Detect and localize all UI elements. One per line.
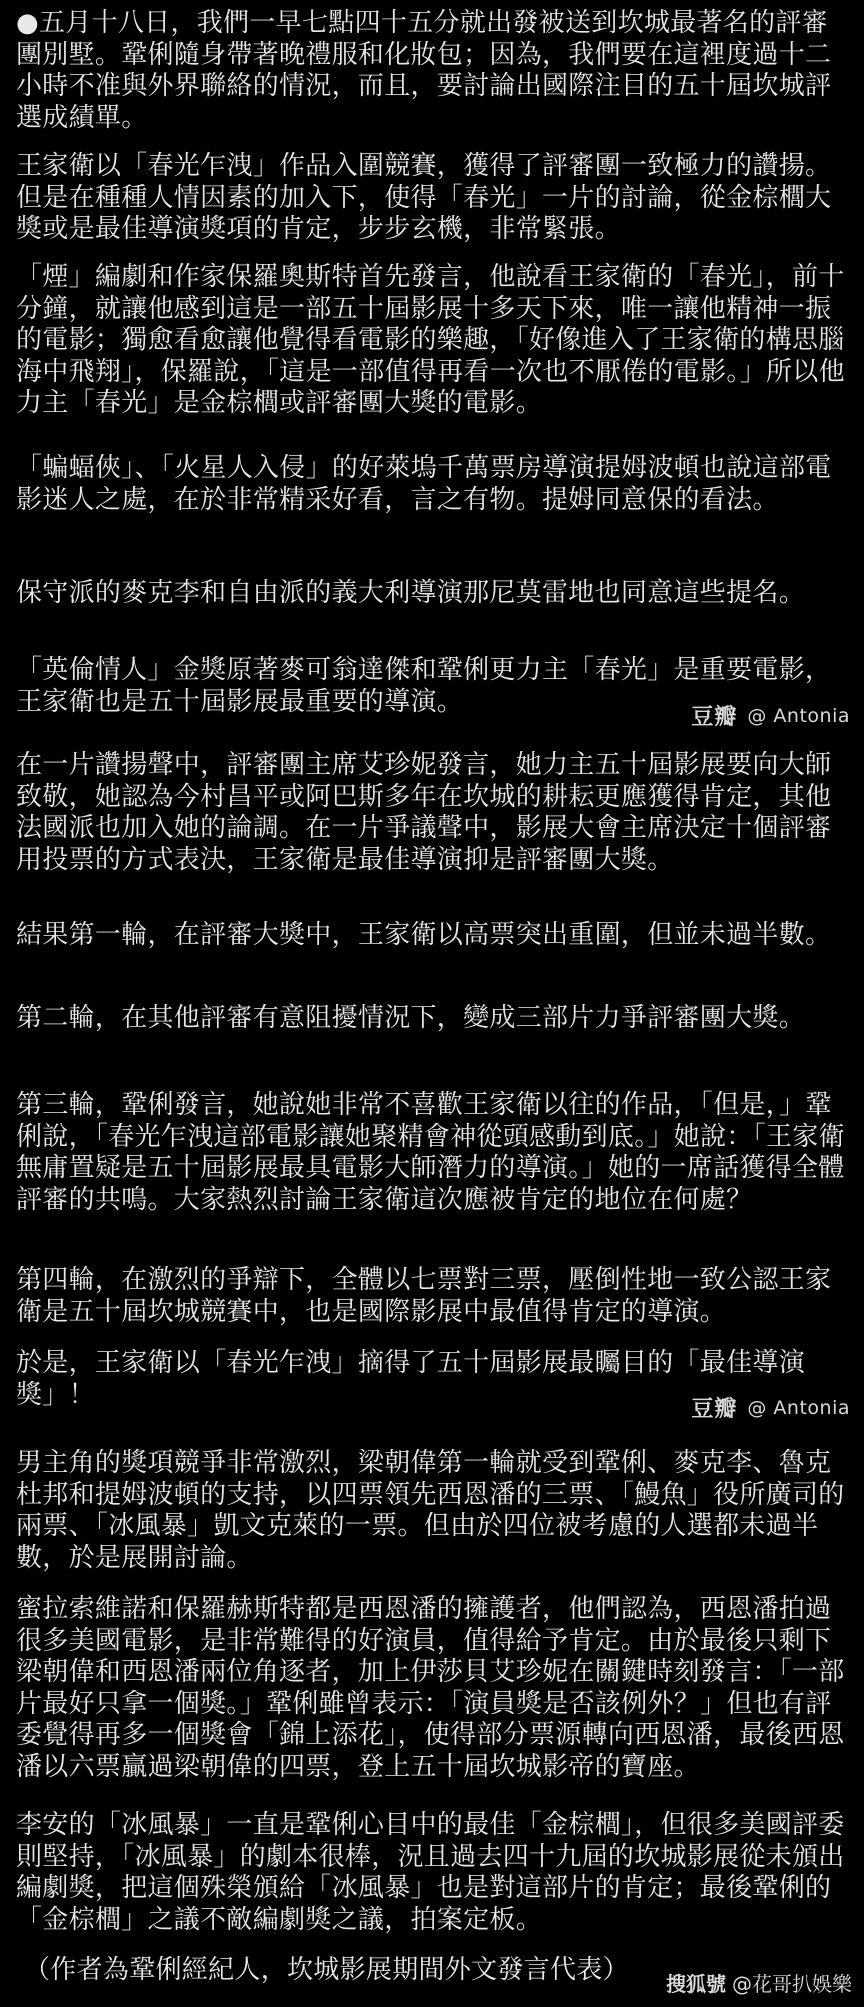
paragraph-13: 男主角的獎項競爭非常激烈，梁朝偉第一輪就受到鞏俐、麥克李、魯克杜邦和提姆波頓的支持，以四票領先西恩潘的三票、「鰻魚」役所廣司的兩票、「冰風暴」凱文克萊的一票。但由於四位被考慮的人選都未過半數，於是展開討論。 bbox=[16, 1448, 845, 1573]
paragraph-9: 第二輪，在其他評審有意阻擾情況下，變成三部片力爭評審團大獎。 bbox=[16, 1003, 806, 1033]
paragraph-3: 「煙」編劇和作家保羅奧斯特首先發言，他說看王家衛的「春光」，前十分鐘，就讓他感到這是一部五十屆影展十多天下來，唯一讓他精神一振的電影；獨愈看愈讓他覺得看電影的樂趣，「好像進入了王家衛的構思腦海中飛翔」，保羅說，「這是一部值得再看一次也不厭倦的電影。」所以他力主「春光」是金棕櫚或評審團大獎的電影。 bbox=[16, 262, 845, 418]
watermark-username: @ Antonia bbox=[747, 1396, 850, 1419]
paragraph-14: 蜜拉索維諾和保羅赫斯特都是西恩潘的擁護者，他們認為，西恩潘拍過很多美國電影，是非常難得的好演員，值得給予肯定。由於最後只剩下梁朝偉和西恩潘兩位角逐者，加上伊莎貝艾珍妮在關鍵時刻發言：「一部片最好只拿一個獎。」鞏俐雖曾表示：「演員獎是否該例外？」但也有評委覺得再多一個獎會「錦上添花」，使得部分票源轉向西恩潘，最後西恩潘以六票贏過梁朝偉的四票，登上五十屆坎城影帝的寶座。 bbox=[16, 1594, 845, 1782]
sohu-site-label: 搜狐號 bbox=[666, 1972, 726, 1996]
paragraph-15: 李安的「冰風暴」一直是鞏俐心目中的最佳「金棕櫚」，但很多美國評委則堅持，「冰風暴」的劇本很棒，況且過去四十九屆的坎城影展從未頒出編劇獎，把這個殊榮頒給「冰風暴」也是對這部片的肯定；最後鞏俐的「金棕櫚」之議不敵編劇獎之議，拍案定板。 bbox=[16, 1810, 845, 1935]
paragraph-4: 「蝙蝠俠」、「火星人入侵」的好萊塢千萬票房導演提姆波頓也說這部電影迷人之處，在於非常精采好看，言之有物。提姆同意保的看法。 bbox=[16, 453, 832, 515]
paragraph-10: 第三輪，鞏俐發言，她說她非常不喜歡王家衛以往的作品，「但是，」鞏俐說，「春光乍洩這部電影讓她聚精會神從頭感動到底。」她說：「王家衛無庸置疑是五十屆影展最具電影大師潛力的導演。」她的一席話獲得全體評審的共鳴。大家熱烈討論王家衛這次應被肯定的地位在何處？ bbox=[16, 1090, 845, 1215]
paragraph-1: ●五月十八日，我們一早七點四十五分就出發被送到坎城最著名的評審團別墅。鞏俐隨身帶著晚禮服和化妝包；因為，我們要在這裡度過十二小時不准與外界聯絡的情況，而且，要討論出國際注目的五十屆坎城評選成績單。 bbox=[16, 8, 832, 133]
paragraph-2: 王家衛以「春光乍洩」作品入圍競賽，獲得了評審團一致極力的讚揚。但是在種種人情因素的加入下，使得「春光」一片的討論，從金棕櫚大獎或是最佳導演獎項的肯定，步步玄機，非常緊張。 bbox=[16, 151, 832, 244]
paragraph-11: 第四輪，在激烈的爭辯下，全體以七票對三票，壓倒性地一致公認王家衛是五十屆坎城競賽中，也是國際影展中最值得肯定的導演。 bbox=[16, 1265, 832, 1327]
paragraph-12: 於是，王家衛以「春光乍洩」摘得了五十屆影展最矚目的「最佳導演獎」！ bbox=[16, 1348, 806, 1410]
paragraph-7: 在一片讚揚聲中，評審團主席艾珍妮發言，她力主五十屆影展要向大師致敬，她認為今村昌平或阿巴斯多年在坎城的耕耘更應獲得肯定，其他法國派也加入她的論調。在一片爭議聲中，影展大會主席決定十個評審用投票的方式表決，王家衛是最佳導演抑是評審團大獎。 bbox=[16, 750, 832, 875]
douban-logo-text: 豆瓣 bbox=[691, 1397, 738, 1422]
douban-watermark bbox=[691, 700, 850, 731]
sohu-account-label: @花哥扒娛樂 bbox=[732, 1972, 852, 1996]
watermark-username: @ Antonia bbox=[747, 704, 850, 727]
paragraph-8: 結果第一輪，在評審大獎中，王家衛以高票突出重圍，但並未過半數。 bbox=[16, 920, 832, 950]
sohu-watermark bbox=[666, 1968, 852, 1997]
paragraph-5: 保守派的麥克李和自由派的義大利導演那尼莫雷地也同意這些提名。 bbox=[16, 578, 806, 608]
paragraph-6: 「英倫情人」金獎原著麥可翁達傑和鞏俐更力主「春光」是重要電影，王家衛也是五十屆影展最重要的導演。 bbox=[16, 655, 832, 717]
author-note: （作者為鞏俐經紀人，坎城影展期間外文發言代表） bbox=[24, 1955, 629, 1985]
douban-logo-text: 豆瓣 bbox=[691, 705, 738, 730]
douban-watermark bbox=[691, 1392, 850, 1423]
